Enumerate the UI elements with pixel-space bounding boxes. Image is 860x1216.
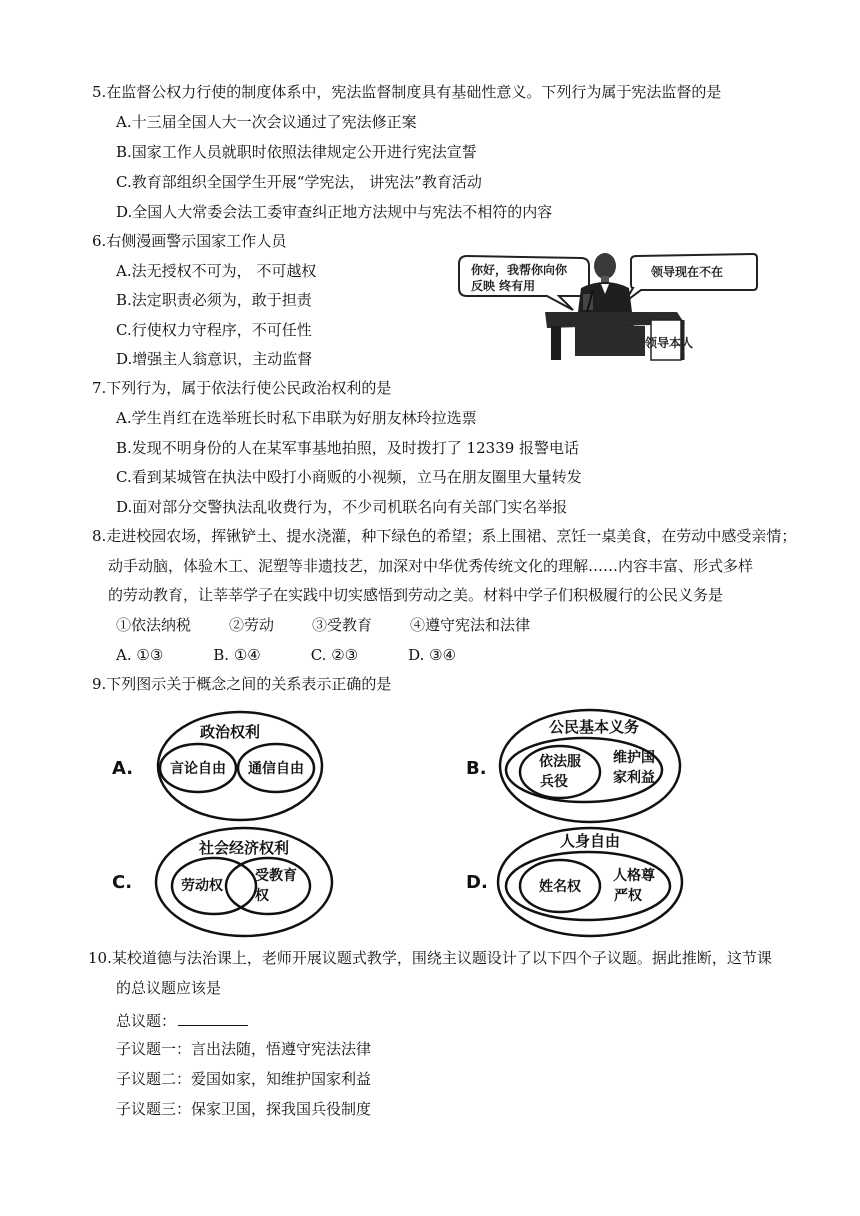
diagram-a-outer-label: 政治权利 (199, 723, 261, 741)
q6-option-a: A.法无授权不可为， 不可越权 (116, 262, 317, 280)
q7-stem: 7.下列行为，属于依法行使公民政治权利的是 (92, 379, 392, 397)
q10-main-topic-label: 总议题： (116, 1012, 177, 1030)
q10-main-topic-blank[interactable] (178, 1009, 248, 1026)
diagram-d-middle-ellipse (506, 852, 670, 920)
diagram-c-letter: C. (112, 872, 133, 893)
diagram-d-right-label-1: 人格尊 (613, 868, 655, 884)
q8-item-3: ③受教育 (312, 616, 373, 634)
q5-option-b: B.国家工作人员就职时依照法律规定公开进行宪法宣誓 (116, 143, 477, 161)
q8-choice-b: B. ①④ (213, 646, 261, 664)
diagram-c-right-ellipse (226, 858, 310, 914)
q10-stem-line1: 10.某校道德与法治课上，老师开展议题式教学，围绕主议题设计了以下四个子议题。据此推断，这节课 (88, 949, 772, 967)
person-head (594, 253, 616, 279)
diagram-b-right-label-1: 维护国 (613, 750, 655, 766)
q10-subtopic-3: 子议题三：保家卫国，探我国兵役制度 (116, 1100, 372, 1118)
q8-item-2: ②劳动 (229, 616, 275, 634)
diagram-d-outer-label: 人身自由 (559, 832, 621, 850)
q7-option-b: B.发现不明身份的人在某军事基地拍照，及时拨打了 12339 报警电话 (116, 439, 580, 457)
q9-stem: 9.下列图示关于概念之间的关系表示正确的是 (92, 675, 392, 693)
q7-option-c: C.看到某城管在执法中殴打小商贩的小视频，立马在朋友圈里大量转发 (116, 468, 582, 486)
q8-choice-d: D. ③④ (408, 646, 457, 664)
q8-stem-line3: 的劳动教育，让莘莘学子在实践中切实感悟到劳动之美。材料中学子们积极履行的公民义务是 (108, 586, 724, 604)
q7-option-d: D.面对部分交警执法乱收费行为，不少司机联名向有关部门实名举报 (116, 498, 568, 516)
q8-item-1: ①依法纳税 (116, 616, 192, 634)
diagram-b-outer-label: 公民基本义务 (548, 718, 640, 736)
q5-stem: 5.在监督公权力行使的制度体系中，宪法监督制度具有基础性意义。下列行为属于宪法监督的是 (92, 83, 722, 101)
cartoon-illustration (455, 246, 759, 364)
q8-choice-a: A. ①③ (116, 646, 164, 664)
diagram-b (462, 706, 692, 824)
q6-option-d: D.增强主人翁意识，主动监督 (116, 350, 313, 368)
q5-option-c: C.教育部组织全国学生开展“学宪法， 讲宪法”教育活动 (116, 173, 482, 191)
diagram-d-inner-label: 姓名权 (539, 879, 581, 895)
q10-subtopic-2: 子议题二：爱国如家，知维护国家利益 (116, 1070, 372, 1088)
q8-item-4: ④遵守宪法和法律 (410, 616, 531, 634)
q8-items (116, 615, 530, 635)
diagram-a-left-label: 言论自由 (170, 761, 226, 777)
q6-option-c: C.行使权力守程序，不可任性 (116, 321, 312, 339)
q8-choice-c: C. ②③ (310, 646, 359, 664)
diagram-d-letter: D. (466, 872, 488, 893)
q8-stem-line1: 8.走进校园农场，挥锹铲土、提水浇灌，种下绿色的希望；系上围裙、烹饪一桌美食，在劳动中感受亲情； (92, 527, 797, 545)
right-bubble-text: 领导现在不在 (651, 265, 724, 279)
q6-stem: 6.右侧漫画警示国家工作人员 (92, 232, 287, 250)
q10-stem-line2: 的总议题应该是 (116, 979, 222, 997)
diagram-a-right-label: 通信自由 (248, 761, 304, 777)
diagram-b-right-label-2: 家利益 (613, 770, 655, 786)
diagram-a-letter: A. (112, 758, 134, 779)
diagram-b-inner-label-1: 依法服 (539, 754, 581, 770)
left-bubble-line1: 你好，我帮你向你 (471, 263, 568, 277)
q10-subtopic-1: 子议题一：言出法随，悟遵守宪法法律 (116, 1040, 372, 1058)
diagram-b-inner-label-2: 兵役 (540, 774, 568, 790)
q5-option-a: A.十三届全国人大一次会议通过了宪法修正案 (116, 113, 417, 131)
desk-label: 领导本人 (645, 336, 694, 350)
q5-option-d: D.全国人大常委会法工委审查纠正地方法规中与宪法不相符的内容 (116, 203, 553, 221)
q8-stem-line2: 动手动脑，体验木工、泥塑等非遗技艺，加深对中华优秀传统文化的理解……内容丰富、形式多样 (108, 557, 754, 575)
q7-option-a: A.学生肖红在选举班长时私下串联为好朋友林玲拉选票 (116, 409, 477, 427)
q6-option-b: B.法定职责必须为，敢于担责 (116, 291, 312, 309)
diagram-b-letter: B. (466, 758, 487, 779)
q10-main-topic (116, 1009, 248, 1031)
diagram-c (108, 826, 338, 944)
diagram-a (108, 706, 328, 824)
diagram-d (462, 826, 692, 944)
diagram-c-right-label-2: 权 (255, 888, 269, 904)
diagram-d-right-label-2: 严权 (614, 888, 642, 904)
diagram-c-left-label: 劳动权 (181, 878, 223, 894)
q8-choices (116, 645, 456, 665)
left-bubble-line2: 反映 终有用 (471, 279, 536, 293)
diagram-c-outer-label: 社会经济权利 (198, 839, 290, 857)
diagram-c-right-label-1: 受教育 (255, 868, 297, 884)
